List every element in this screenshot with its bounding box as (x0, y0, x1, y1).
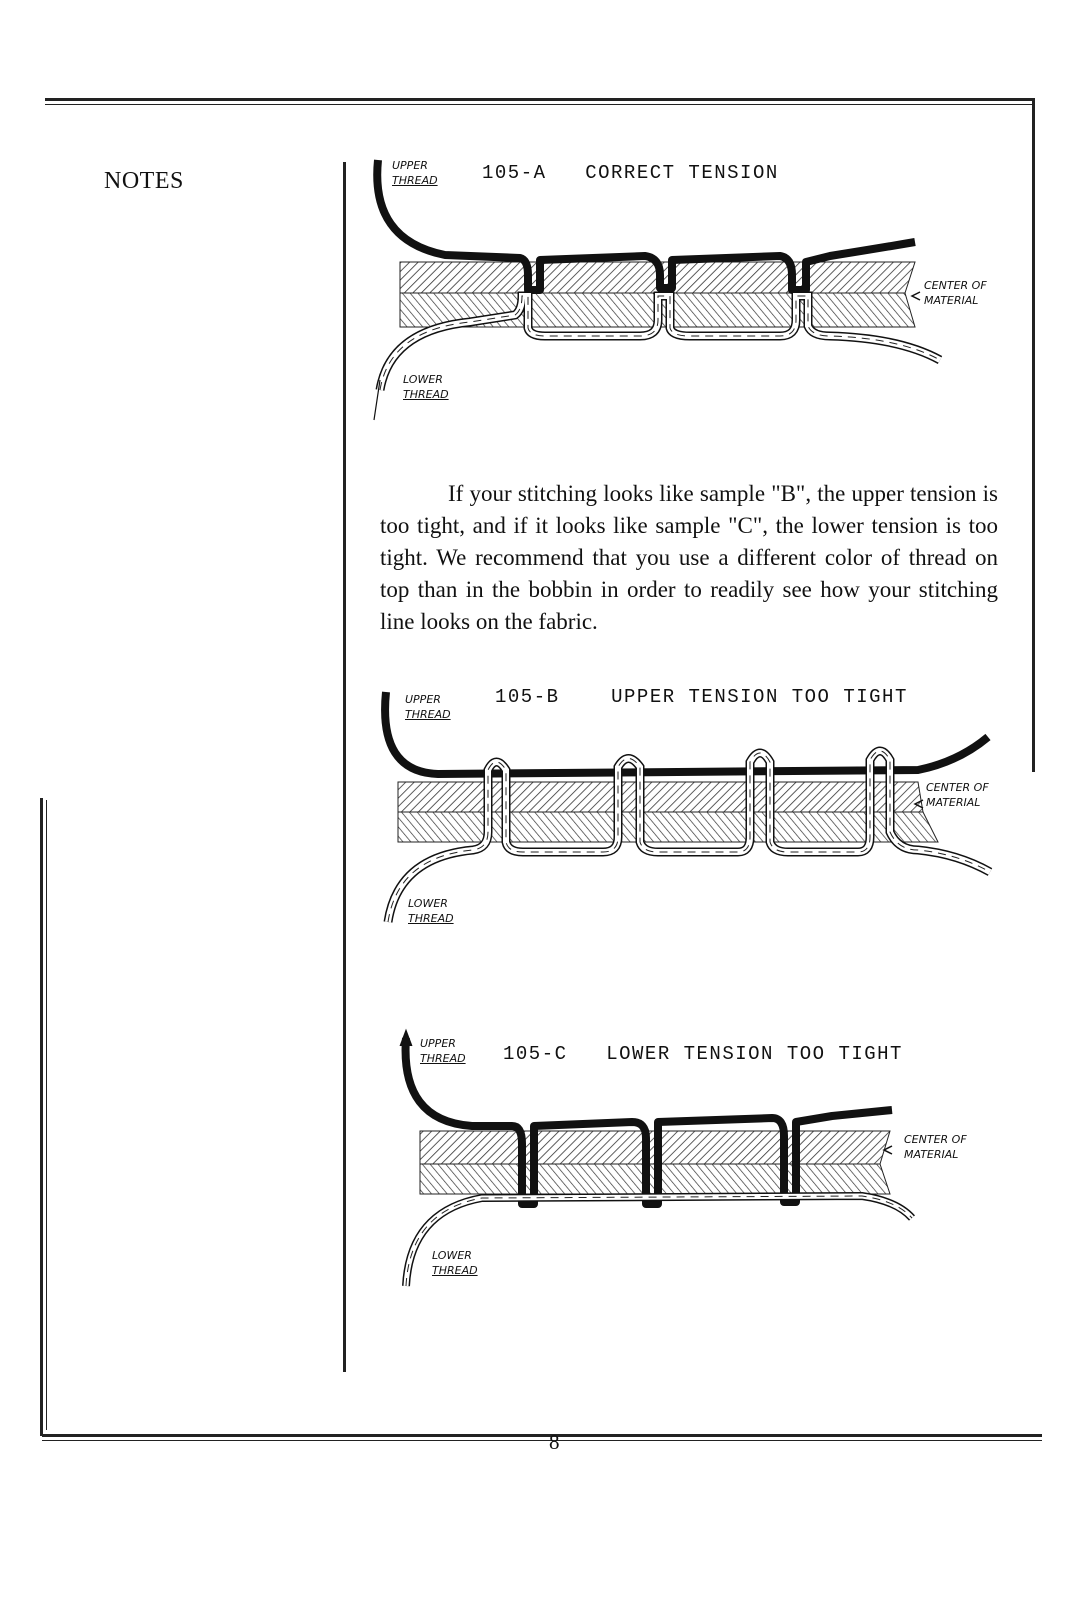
top-rule-thin (45, 104, 1035, 105)
lower-thread-label: LOWER THREAD (432, 1249, 478, 1277)
bottom-rule-thin (42, 1440, 1042, 1441)
tension-explanation-paragraph: If your stitching looks like sample "B", the upper tension is too tight, and if it looks like sample "C", the lower tension is too tight. We recommend that you use a different color of thread on top than in the bobbin in order to readily see how your stitching line looks on the fabric. (380, 481, 998, 634)
upper-thread-label: UPPER THREAD (405, 693, 451, 721)
notes-heading: NOTES (104, 168, 184, 194)
figure-caption: 105-A CORRECT TENSION (482, 162, 779, 184)
figure-caption: 105-B UPPER TENSION TOO TIGHT (495, 686, 908, 708)
stitch-diagram-correct-tension (360, 150, 1000, 430)
stitch-diagram-lower-tension-too-tight (392, 1026, 992, 1306)
lower-thread-label: LOWER THREAD (403, 373, 449, 401)
center-of-material-label: CENTER OF MATERIAL (904, 1133, 967, 1161)
bottom-rule (42, 1434, 1042, 1437)
top-rule (45, 98, 1035, 101)
stitch-diagram-upper-tension-too-tight (378, 682, 998, 942)
upper-thread-label: UPPER THREAD (420, 1037, 466, 1065)
figure-caption: 105-C LOWER TENSION TOO TIGHT (503, 1043, 903, 1065)
column-divider (343, 162, 346, 1372)
upper-thread-label: UPPER THREAD (392, 159, 438, 187)
right-rule (1032, 100, 1035, 772)
page-number: 8 (549, 1430, 560, 1454)
center-of-material-label: CENTER OF MATERIAL (926, 781, 989, 809)
left-rule-thin (46, 800, 47, 1430)
center-of-material-label: CENTER OF MATERIAL (924, 279, 987, 307)
lower-thread-label: LOWER THREAD (408, 897, 454, 925)
left-rule (40, 798, 43, 1436)
